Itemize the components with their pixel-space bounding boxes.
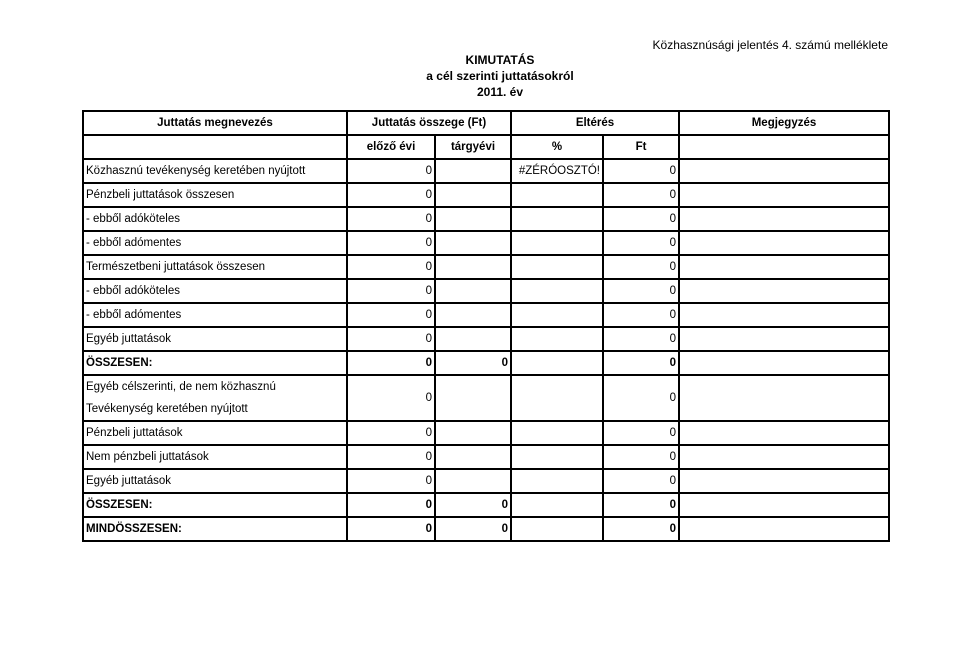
row-note	[679, 231, 889, 255]
row-ft: 0	[603, 517, 679, 541]
row-prev: 0	[347, 517, 435, 541]
row-note	[679, 375, 889, 421]
table-row	[83, 303, 889, 327]
row-curr	[435, 445, 511, 469]
row-ft: 0	[603, 469, 679, 493]
row-pct	[511, 375, 603, 421]
row-ft: 0	[603, 445, 679, 469]
row-label	[83, 375, 347, 421]
row-note	[679, 327, 889, 351]
table-row	[83, 445, 889, 469]
row-label: - ebből adóköteles	[83, 207, 347, 231]
row-label: Egyéb juttatások	[83, 469, 347, 493]
table-row	[83, 279, 889, 303]
row-prev: 0	[347, 421, 435, 445]
table-row	[83, 421, 889, 445]
row-note	[679, 279, 889, 303]
row-prev: 0	[347, 207, 435, 231]
row-label: ÖSSZESEN:	[83, 493, 347, 517]
row-pct	[511, 207, 603, 231]
header-note: Megjegyzés	[679, 111, 889, 135]
row-pct	[511, 469, 603, 493]
row-pct	[511, 493, 603, 517]
row-pct	[511, 351, 603, 375]
row-ft: 0	[603, 421, 679, 445]
row-label: - ebből adóköteles	[83, 279, 347, 303]
row-pct	[511, 303, 603, 327]
header-ft: Ft	[603, 135, 679, 159]
row-prev: 0	[347, 351, 435, 375]
table-row	[83, 207, 889, 231]
header-name-spacer	[83, 135, 347, 159]
header-difference: Eltérés	[511, 111, 679, 135]
row-ft: 0	[603, 231, 679, 255]
row-prev: 0	[347, 159, 435, 183]
row-curr	[435, 159, 511, 183]
header-current-year: tárgyévi	[435, 135, 511, 159]
row-label: Közhasznú tevékenység keretében nyújtott	[83, 159, 347, 183]
table-row-grand-total	[83, 517, 889, 541]
row-prev: 0	[347, 279, 435, 303]
row-pct	[511, 445, 603, 469]
row-pct	[511, 517, 603, 541]
row-note	[679, 469, 889, 493]
row-curr	[435, 469, 511, 493]
row-ft: 0	[603, 351, 679, 375]
row-pct	[511, 255, 603, 279]
row-label: Pénzbeli juttatások	[83, 421, 347, 445]
row-prev: 0	[347, 469, 435, 493]
row-curr	[435, 231, 511, 255]
table-row	[83, 231, 889, 255]
header-name: Juttatás megnevezés	[83, 111, 347, 135]
row-note	[679, 183, 889, 207]
header-prev-year: előző évi	[347, 135, 435, 159]
table-row	[83, 327, 889, 351]
row-pct: #ZÉRÓOSZTÓ!	[511, 159, 603, 183]
table-row	[83, 469, 889, 493]
row-ft: 0	[603, 207, 679, 231]
row-prev: 0	[347, 183, 435, 207]
row-note	[679, 255, 889, 279]
benefits-table	[82, 110, 890, 542]
row-label-line-1: Egyéb célszerinti, de nem közhasznú	[86, 381, 276, 393]
row-prev: 0	[347, 255, 435, 279]
title-line-3: 2011. év	[476, 85, 524, 99]
row-note	[679, 159, 889, 183]
row-curr	[435, 421, 511, 445]
row-prev: 0	[347, 445, 435, 469]
row-pct	[511, 421, 603, 445]
header-note-spacer	[679, 135, 889, 159]
row-label: Nem pénzbeli juttatások	[83, 445, 347, 469]
row-ft: 0	[603, 303, 679, 327]
header-row-2	[83, 135, 889, 159]
row-label-line-2: Tevékenység keretében nyújtott	[86, 403, 248, 415]
row-ft: 0	[603, 255, 679, 279]
row-label: Pénzbeli juttatások összesen	[83, 183, 347, 207]
row-curr: 0	[435, 493, 511, 517]
title-line-1: KIMUTATÁS	[465, 53, 535, 67]
table-row-total	[83, 493, 889, 517]
row-prev: 0	[347, 327, 435, 351]
table-row	[83, 375, 889, 421]
row-ft: 0	[603, 159, 679, 183]
row-curr	[435, 375, 511, 421]
row-curr	[435, 183, 511, 207]
row-note	[679, 207, 889, 231]
table-row	[83, 255, 889, 279]
row-curr	[435, 279, 511, 303]
row-curr	[435, 303, 511, 327]
row-pct	[511, 327, 603, 351]
row-curr: 0	[435, 517, 511, 541]
row-prev: 0	[347, 231, 435, 255]
row-label: MINDÖSSZESEN:	[83, 517, 347, 541]
row-curr	[435, 255, 511, 279]
row-pct	[511, 231, 603, 255]
row-note	[679, 517, 889, 541]
header-amount: Juttatás összege (Ft)	[347, 111, 511, 135]
row-curr	[435, 327, 511, 351]
row-label: - ebből adómentes	[83, 303, 347, 327]
annex-label: Közhasznúsági jelentés 4. számú melléklete	[652, 38, 888, 52]
row-ft: 0	[603, 375, 679, 421]
row-note	[679, 351, 889, 375]
table-row	[83, 159, 889, 183]
table-row	[83, 183, 889, 207]
title-line-2: a cél szerinti juttatásokról	[426, 69, 574, 83]
row-curr: 0	[435, 351, 511, 375]
row-label: - ebből adómentes	[83, 231, 347, 255]
row-note	[679, 493, 889, 517]
row-note	[679, 421, 889, 445]
row-ft: 0	[603, 493, 679, 517]
row-ft: 0	[603, 327, 679, 351]
row-ft: 0	[603, 279, 679, 303]
row-note	[679, 445, 889, 469]
row-label: ÖSSZESEN:	[83, 351, 347, 375]
row-curr	[435, 207, 511, 231]
row-prev: 0	[347, 375, 435, 421]
row-prev: 0	[347, 303, 435, 327]
row-prev: 0	[347, 493, 435, 517]
row-pct	[511, 279, 603, 303]
row-label: Egyéb juttatások	[83, 327, 347, 351]
report-title	[0, 52, 960, 100]
row-pct	[511, 183, 603, 207]
header-percent: %	[511, 135, 603, 159]
table-row-total	[83, 351, 889, 375]
row-ft: 0	[603, 183, 679, 207]
row-label: Természetbeni juttatások összesen	[83, 255, 347, 279]
header-row-1	[83, 111, 889, 135]
row-note	[679, 303, 889, 327]
